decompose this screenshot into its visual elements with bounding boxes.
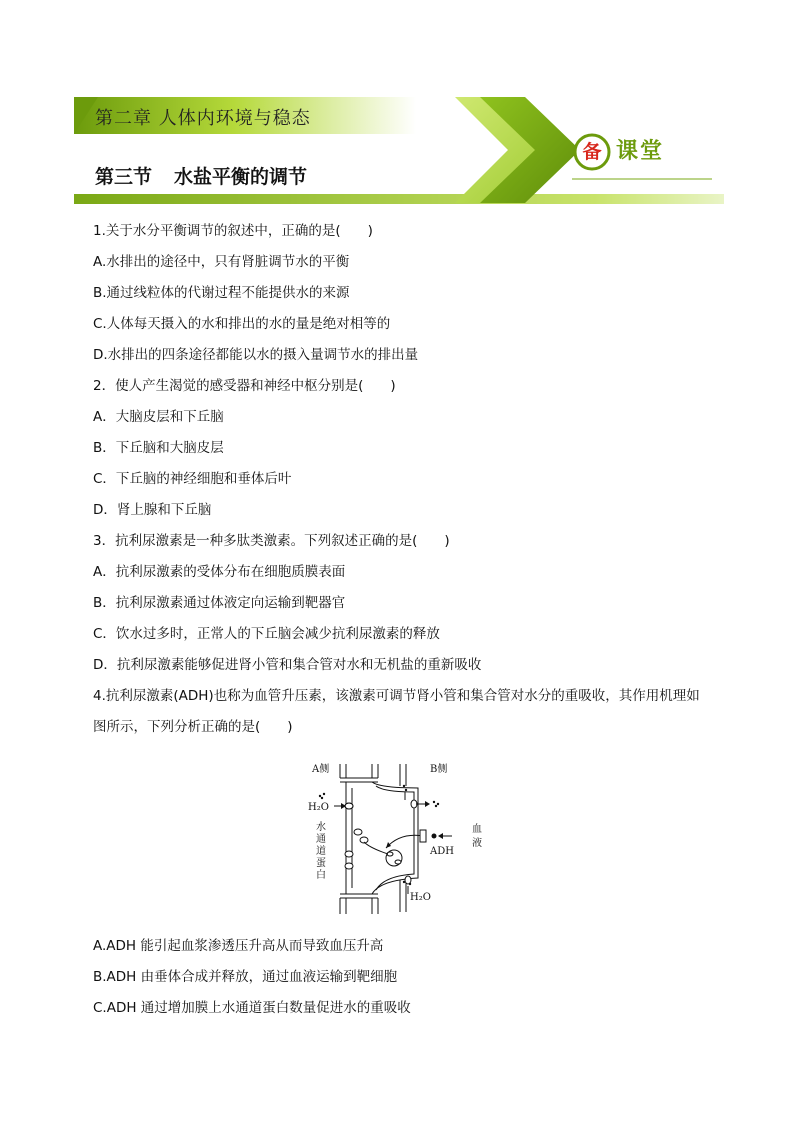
- bottom-band: [74, 194, 724, 204]
- water-channel-3: [345, 863, 353, 869]
- q2-option-c: C．下丘脑的神经细胞和垂体后叶: [93, 471, 292, 487]
- section-name: 水盐平衡的调节: [174, 166, 308, 188]
- water-dot: [437, 803, 439, 805]
- tight-junction-top: [340, 778, 378, 782]
- water-dot: [433, 801, 435, 803]
- vesicle-1: [354, 829, 362, 835]
- water-arrow-top-right-head: [425, 801, 430, 807]
- cell-bottom: [340, 898, 378, 914]
- label-adh: ADH: [430, 846, 454, 857]
- water-dot: [323, 793, 325, 795]
- signal-arrow-head: [386, 842, 391, 848]
- chapter-title: 第二章 人体内环境与稳态: [95, 108, 311, 129]
- q2-option-d: D．肾上腺和下丘脑: [93, 502, 212, 518]
- adh-receptor: [420, 830, 426, 842]
- q2-option-a: A．大脑皮层和下丘脑: [93, 409, 224, 425]
- label-b-side: B侧: [430, 764, 448, 775]
- q1-option-d: D.水排出的四条途径都能以水的摄入量调节水的排出量: [93, 347, 419, 363]
- water-dot: [435, 805, 437, 807]
- left-membrane: [346, 782, 352, 894]
- page-header: [0, 0, 794, 215]
- vesicle-4: [395, 860, 401, 864]
- water-dot: [403, 785, 405, 787]
- channel-bottom: [405, 876, 411, 884]
- label-channel-2: 通: [316, 834, 326, 845]
- diagram-svg: [300, 758, 500, 918]
- q1-stem: 1.关于水分平衡调节的叙述中，正确的是( ): [93, 223, 373, 239]
- tight-junction-bottom: [340, 894, 378, 898]
- q3-option-a: A．抗利尿激素的受体分布在细胞质膜表面: [93, 564, 346, 580]
- label-h2o-bottom: H₂O: [410, 892, 431, 903]
- label-blood-1: 血: [472, 824, 482, 835]
- channel-arrow: [364, 842, 388, 854]
- label-h2o-top: H₂O: [308, 802, 329, 813]
- question-content: [93, 216, 713, 743]
- q3-option-b: B．抗利尿激素通过体液定向运输到靶器官: [93, 595, 346, 611]
- q2-option-b: B．下丘脑和大脑皮层: [93, 440, 224, 456]
- q4-option-c: C.ADH 通过增加膜上水通道蛋白数量促进水的重吸收: [93, 1000, 411, 1016]
- section-title: [95, 162, 307, 189]
- water-dot: [319, 795, 321, 797]
- blood-arrow-head: [438, 833, 443, 839]
- adh-molecule: [432, 834, 437, 839]
- q3-stem: 3．抗利尿激素是一种多肽类激素。下列叙述正确的是( ): [93, 533, 450, 549]
- water-dot: [409, 883, 411, 885]
- label-channel-5: 白: [316, 870, 326, 881]
- q4-options: [93, 931, 713, 1024]
- water-dot: [405, 789, 407, 791]
- label-channel-1: 水: [316, 822, 326, 833]
- cell-top-right: [372, 764, 378, 778]
- q1-option-c: C.人体每天摄入的水和排出的水的量是绝对相等的: [93, 316, 391, 332]
- section-number: 第三节: [95, 166, 153, 188]
- right-membrane-inner: [376, 786, 414, 890]
- q1-option-b: B.通过线粒体的代谢过程不能提供水的来源: [93, 285, 350, 301]
- q4-option-b: B.ADH 由垂体合成并释放，通过血液运输到靶细胞: [93, 969, 398, 985]
- adh-mechanism-diagram: [300, 758, 500, 918]
- label-channel-3: 道: [316, 846, 326, 857]
- water-dot: [321, 797, 323, 799]
- water-channel-2: [345, 851, 353, 857]
- badge-logo-char: 备: [582, 141, 602, 163]
- q4-option-a: A.ADH 能引起血浆渗透压升高从而导致血压升高: [93, 938, 384, 954]
- water-dot: [403, 881, 405, 883]
- badge-label: 课堂: [616, 139, 665, 164]
- q4-stem: 4.抗利尿激素(ADH)也称为血管升压素，该激素可调节肾小管和集合管对水分的重吸收，其作用机理如图所示，下列分析正确的是( ): [93, 688, 700, 735]
- q1-option-a: A.水排出的途径中，只有肾脏调节水的平衡: [93, 254, 350, 270]
- q3-option-d: D．抗利尿激素能够促进肾小管和集合管对水和无机盐的重新吸收: [93, 657, 482, 673]
- label-blood-2: 液: [472, 838, 482, 849]
- cell-top-left: [340, 764, 346, 778]
- q2-stem: 2．使人产生渴觉的感受器和神经中枢分别是( ): [93, 378, 396, 394]
- q3-option-c: C．饮水过多时，正常人的下丘脑会减少抗利尿激素的释放: [93, 626, 440, 642]
- label-a-side: A侧: [312, 764, 330, 775]
- label-channel-4: 蛋: [316, 858, 326, 869]
